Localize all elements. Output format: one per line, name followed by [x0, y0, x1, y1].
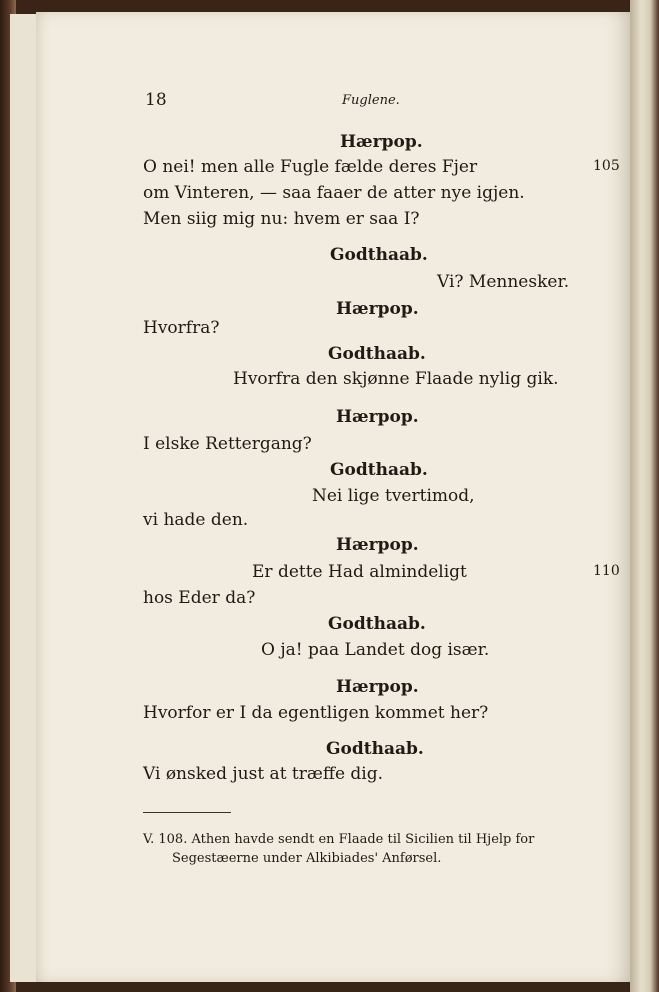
speaker-heading: Godthaab.: [330, 460, 428, 480]
book-gutter-right: [630, 0, 659, 992]
verse-line: vi hade den.: [143, 510, 249, 530]
verse-line: O nei! men alle Fugle fælde deres Fjer: [143, 157, 478, 177]
verse-line: Hvorfra den skjønne Flaade nylig gik.: [233, 369, 559, 389]
footnote-separator: [143, 812, 231, 813]
verse-line: Vi ønsked just at træffe dig.: [143, 764, 384, 784]
speaker-heading: Hærpop.: [336, 299, 419, 319]
footnote-line: V. 108. Athen havde sendt en Flaade til Sicilien til Hjelp for: [143, 832, 535, 847]
verse-line: Hvorfra?: [143, 318, 220, 338]
verse-line: Vi? Mennesker.: [437, 272, 570, 292]
speaker-heading: Hærpop.: [336, 535, 419, 555]
speaker-heading: Godthaab.: [326, 739, 424, 759]
speaker-heading: Godthaab.: [328, 614, 426, 634]
speaker-heading: Hærpop.: [336, 407, 419, 427]
verse-line: om Vinteren, — saa faaer de atter nye igjen.: [143, 183, 525, 203]
footnote-line: Segestæerne under Alkibiades' Anførsel.: [172, 851, 442, 866]
page-number: 18: [145, 90, 167, 110]
verse-line: Er dette Had almindeligt: [252, 562, 467, 582]
verse-line: Nei lige tvertimod,: [312, 486, 475, 506]
verse-line: hos Eder da?: [143, 588, 256, 608]
line-number: 105: [593, 158, 620, 174]
speaker-heading: Godthaab.: [330, 245, 428, 265]
line-number: 110: [593, 563, 620, 579]
verse-line: Hvorfor er I da egentligen kommet her?: [143, 703, 489, 723]
verse-line: I elske Rettergang?: [143, 434, 312, 454]
speaker-heading: Hærpop.: [336, 677, 419, 697]
speaker-heading: Hærpop.: [340, 132, 423, 152]
verse-line: Men siig mig nu: hvem er saa I?: [143, 209, 420, 229]
speaker-heading: Godthaab.: [328, 344, 426, 364]
verse-line: O ja! paa Landet dog især.: [261, 640, 490, 660]
running-title: Fuglene.: [342, 93, 400, 108]
